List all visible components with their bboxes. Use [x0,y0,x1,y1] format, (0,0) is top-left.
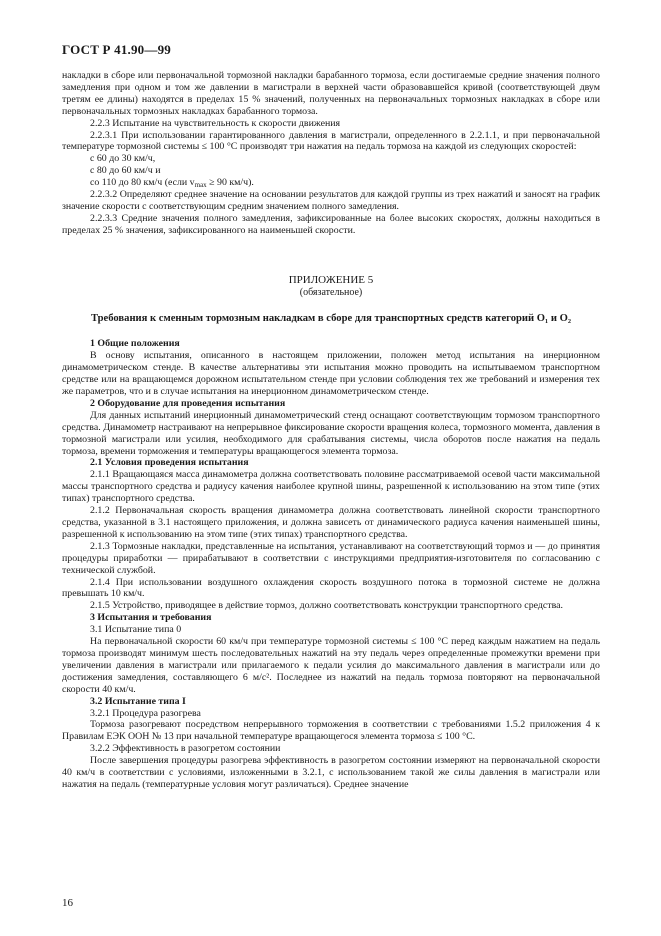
paragraph: Тормоза разогревают посредством непрерывного торможения в соответствии с требованиями 1.5.2 приложения 4 к Правилам ЕЭК ООН № 13 при начальной температуре вращающегося элемента тормоза ≤ 100 °С. [62,719,600,743]
paragraph: 2.2.3 Испытание на чувствительность к скорости движения [90,117,341,129]
paragraph: 2.1.1 Вращающаяся масса динамометра должна соответствовать половине рассматриваемой осевой части максимальной массы транспортного средства и радиусу качения наиболее крупной шины, разрешенной к использованию на этом типе (этих типах) транспортного средства. [62,469,600,505]
section-heading: 3 Испытания и требования [90,612,212,624]
document-header: ГОСТ Р 41.90—99 [62,42,171,57]
list-item: со 110 до 80 км/ч (если $v_{max} \ge 90$ км/ч). [90,177,254,190]
section-heading: 1 Общие положения [90,338,180,350]
paragraph: 3.2.2 Эффективность в разогретом состоянии [90,743,281,755]
paragraph: 2.2.3.3 Средние значения полного замедления, зафиксированные на более высоких скоростях, должны находиться в пределах 25 % значения, зафиксированного на наименьшей скорости. [62,212,600,236]
paragraph: В основу испытания, описанного в настоящем приложении, положен метод испытания на инерционном динамометрическом стенде. В качестве альтернативы эти испытания можно проводить на испытываемом транспортном средстве или на вращающемся дорожном испытательном стенде при условии соблюдения тех же требований и измерения тех же параметров, что и в случае испытания на инерционном динамометрическом стенде. [62,350,600,398]
paragraph: После завершения процедуры разогрева эффективность в разогретом состоянии измеряют на первоначальной скорости 40 км/ч в соответствии с условиями, изложенными в 3.2.1, с использованием такой же силы давления в магистрали или нажатия на педаль (температурные условия могут различаться). Среднее значение [62,755,600,790]
section-heading: 3.2 Испытание типа I [90,695,186,707]
paragraph: На первоначальной скорости 60 км/ч при температуре тормозной системы ≤ 100 °С перед каждым нажатием на педаль тормоза производят минимум шесть последовательных нажатий на эту педаль через определенные промежутки времени при увеличении давления в магистрали или прилагаемого к педали усилия до максимального давления в магистрали или до достижения замедления, составляющего 6 м/с². Последнее из нажатий на педаль тормоза повторяют на первоначальной скорости 40 км/ч. [62,636,600,695]
page-number: 16 [62,897,73,909]
paragraph: Для данных испытаний инерционный динамометрический стенд оснащают соответствующим тормозом транспортного средства. Динамометр настраивают на непрерывное фиксирование скорости вращения колеса, тормозного момента, давления в тормозной магистрали или усилия, необходимого для срабатывания системы, числа оборотов после нажатия на педаль тормоза, времени торможения и температуры вращающегося элемента тормоза. [62,409,600,457]
paragraph: 2.1.5 Устройство, приводящее в действие тормоз, должно соответствовать конструкции транспортного средства. [90,600,563,612]
list-item: с 60 до 30 км/ч, [90,153,156,165]
section-heading: 2.1 Условия проведения испытания [90,457,249,469]
list-item: с 80 до 60 км/ч и [90,165,161,177]
paragraph: накладки в сборе или первоначальной тормозной накладки барабанного тормоза, если достигаемые средние значения полного замедления при одном и том же давлении в магистрали в верхней части образовавшейся кривой (соответствующей двум третям ее длины) находятся в пределах 15 % значений, полученных на первоначальных тормозных накладках в сборе или первоначальных тормозных накладках барабанного тормоза. [62,70,600,117]
paragraph: 2.2.3.1 При использовании гарантированного давления в магистрали, определенного в 2.2.1.1, и при первоначальной температуре тормозной системы ≤ 100 °С производят три нажатия на педаль тормоза на каждой из следующих скоростей: [62,129,600,153]
section-heading: 2 Оборудование для проведения испытания [90,397,286,409]
paragraph: 2.1.3 Тормозные накладки, представленные на испытания, устанавливают на соответствующий тормоз и — до принятия процедуры приработки — прирабатывают в соответствии с инструкциями предприятия-изготовителя по согласованию с технической службой. [62,540,600,576]
paragraph: 3.1 Испытание типа 0 [90,624,182,636]
appendix-heading: Требования к сменным тормозным накладкам в сборе для транспортных средств категорий О₁ и О₂ [90,312,571,324]
paragraph: 3.2.1 Процедура разогрева [90,707,201,719]
appendix-title: ПРИЛОЖЕНИЕ 5 [288,273,374,286]
paragraph: 2.1.4 При использовании воздушного охлаждения скорость воздушного потока в тормозной системе не должна превышать 10 км/ч. [62,576,600,600]
appendix-body [62,338,600,790]
paragraph: 2.1.2 Первоначальная скорость вращения динамометра должна соответствовать линейной скорости транспортного средства, указанной в 3.1 настоящего приложения, и должна зависеть от динамического радиуса качения наименьшей шины, разрешенной к использованию на этом типе (этих типах) транспортного средства. [62,505,600,540]
appendix-subtitle: (обязательное) [299,286,363,298]
page-content [62,70,600,791]
paragraph: 2.2.3.2 Определяют среднее значение на основании результатов для каждой группы из трех нажатий и заносят на график значение скорости с соответствующим средним значением полного замедления. [62,189,600,212]
